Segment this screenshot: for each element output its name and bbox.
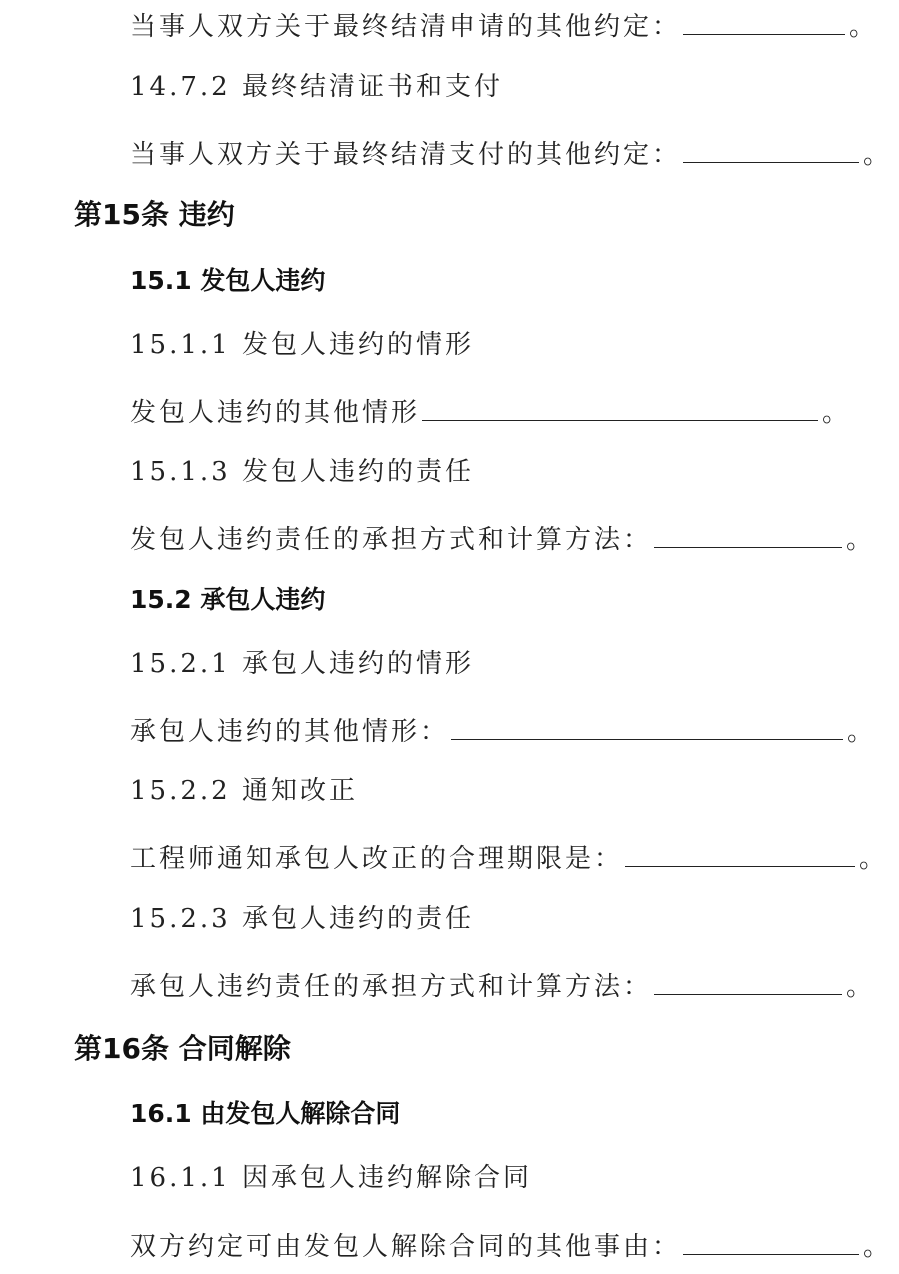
line-text: 承包人违约的其他情形： xyxy=(130,717,450,747)
period: 。 xyxy=(846,972,876,1002)
clause-16-1-1-heading: 16.1.1 因承包人违约解除合同 xyxy=(130,1163,532,1193)
clause-15-2-1-heading: 15.2.1 承包人违约的情形 xyxy=(130,649,474,679)
clause-15-2-2-heading: 15.2.2 通知改正 xyxy=(130,776,358,806)
line-text: 双方约定可由发包人解除合同的其他事由： xyxy=(130,1232,682,1262)
fill-blank[interactable] xyxy=(422,396,818,421)
line-text: 当事人双方关于最终结清支付的其他约定： xyxy=(130,140,682,170)
clause-14-7-2-heading: 14.7.2 最终结清证书和支付 xyxy=(130,72,503,102)
final-settlement-application-line xyxy=(130,10,878,40)
line-text: 发包人违约责任的承担方式和计算方法： xyxy=(130,525,653,555)
final-settlement-payment-line xyxy=(130,138,892,168)
clause-15-1-3-heading: 15.1.3 发包人违约的责任 xyxy=(130,457,474,487)
other-termination-reasons-line xyxy=(130,1230,892,1260)
clause-16-1-heading: 16.1 由发包人解除合同 xyxy=(130,1099,401,1128)
period: 。 xyxy=(846,525,876,555)
fill-blank[interactable] xyxy=(625,842,855,867)
contractor-breach-liability-line xyxy=(130,970,875,1000)
article-15-heading: 第15条 违约 xyxy=(74,198,235,231)
clause-15-1-heading: 15.1 发包人违约 xyxy=(130,266,326,295)
line-text: 发包人违约的其他情形 xyxy=(130,398,421,428)
employer-breach-liability-line xyxy=(130,523,875,553)
fill-blank[interactable] xyxy=(683,138,859,163)
clause-15-2-heading: 15.2 承包人违约 xyxy=(130,585,326,614)
period: 。 xyxy=(859,844,889,874)
fill-blank[interactable] xyxy=(683,1230,859,1255)
period: 。 xyxy=(822,398,852,428)
line-text: 当事人双方关于最终结清申请的其他约定： xyxy=(130,12,682,42)
period: 。 xyxy=(849,12,879,42)
correction-notice-period-line xyxy=(130,842,888,872)
line-text: 工程师通知承包人改正的合理期限是： xyxy=(130,844,624,874)
line-text: 承包人违约责任的承担方式和计算方法： xyxy=(130,972,653,1002)
contractor-breach-other-cases-line xyxy=(130,715,876,745)
fill-blank[interactable] xyxy=(683,10,845,35)
article-16-heading: 第16条 合同解除 xyxy=(74,1032,291,1065)
clause-15-2-3-heading: 15.2.3 承包人违约的责任 xyxy=(130,904,474,934)
fill-blank[interactable] xyxy=(451,715,843,740)
period: 。 xyxy=(863,1232,893,1262)
fill-blank[interactable] xyxy=(654,970,842,995)
period: 。 xyxy=(863,140,893,170)
employer-breach-other-cases-line xyxy=(130,396,851,426)
period: 。 xyxy=(847,717,877,747)
fill-blank[interactable] xyxy=(654,523,842,548)
clause-15-1-1-heading: 15.1.1 发包人违约的情形 xyxy=(130,330,474,360)
